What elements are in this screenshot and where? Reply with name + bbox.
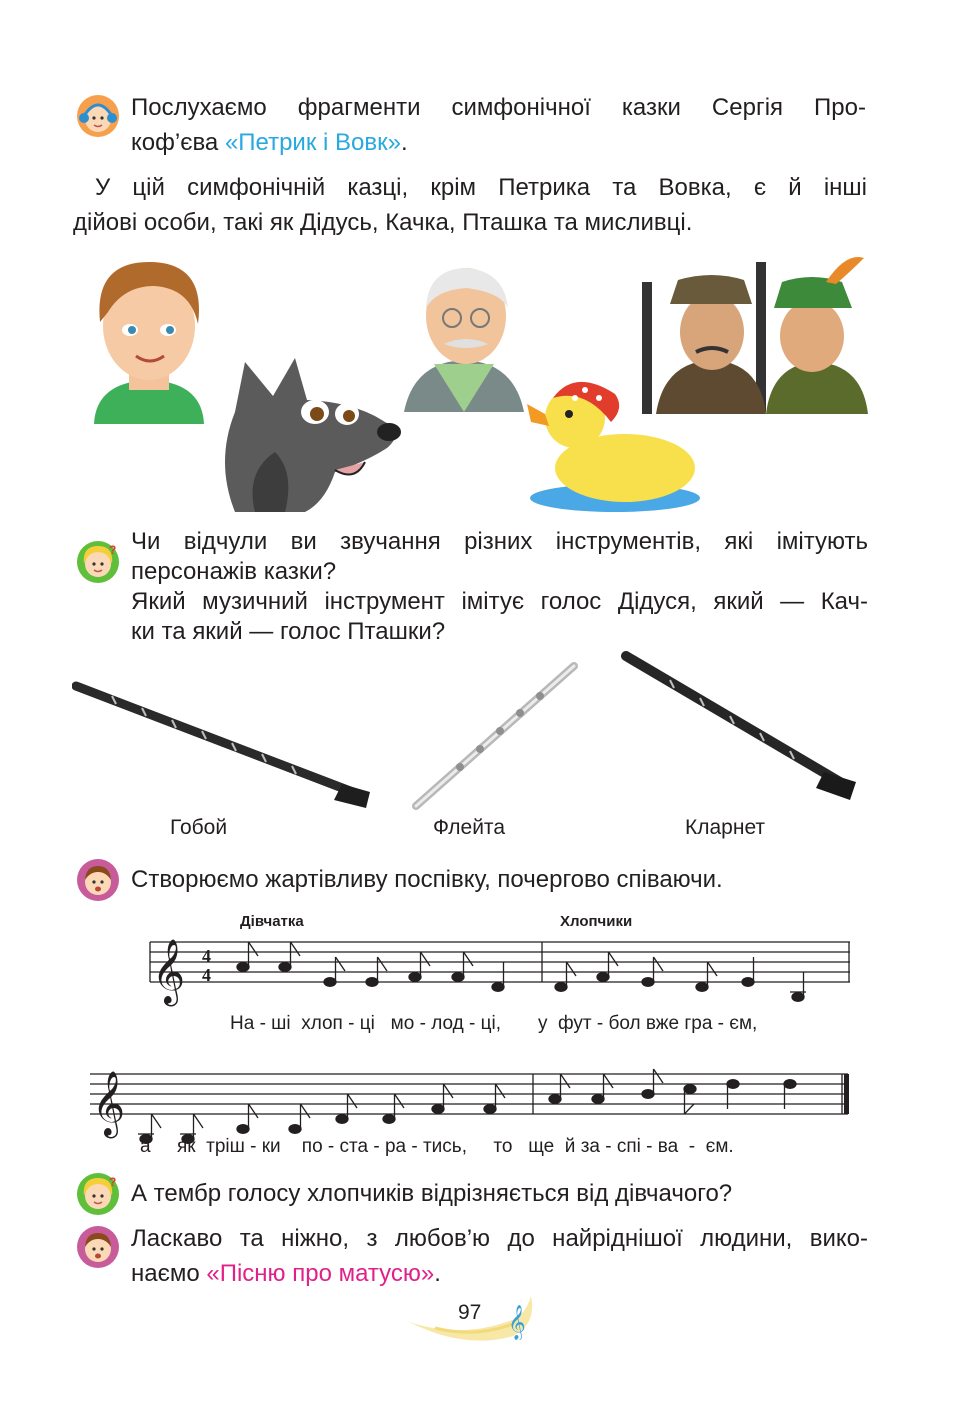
svg-text:4: 4 bbox=[202, 965, 211, 985]
characters-paragraph bbox=[73, 170, 867, 240]
question-line-4: ки та який — голос Пташки? bbox=[131, 618, 446, 645]
instrument-label-oboe: Гобой bbox=[170, 816, 228, 839]
mother-song-line-1: Ласкаво та ніжно, з любов’ю до найріднішої людини, вико- bbox=[131, 1225, 868, 1252]
music-staff-1 bbox=[140, 930, 860, 1010]
song-intro bbox=[131, 862, 871, 897]
hunters-image bbox=[636, 252, 868, 414]
grandpa-image bbox=[404, 252, 524, 412]
singing-boy-icon bbox=[76, 858, 120, 902]
question-line-3: Який музичний інструмент імітує голос Дідуся, який — Кач- bbox=[131, 588, 868, 615]
question-line-1: Чи відчули ви звучання різних інструментів, які імітують bbox=[131, 528, 868, 555]
singing-boy-icon bbox=[76, 1225, 120, 1269]
characters-line-2: дійові особи, такі як Дідусь, Качка, Пташка та мисливці. bbox=[73, 209, 693, 236]
petryk-boy-image bbox=[84, 252, 214, 424]
voice-label-boys: Хлопчики bbox=[560, 913, 633, 930]
music-staff-2 bbox=[80, 1050, 860, 1150]
mother-song-paragraph bbox=[131, 1221, 868, 1291]
question-line-2: персонажів казки? bbox=[131, 558, 337, 585]
intro-line-2: коф’єва «Петрик і Вовк». bbox=[131, 129, 408, 156]
timbre-question bbox=[131, 1176, 871, 1211]
question-paragraph bbox=[131, 527, 868, 647]
story-title: «Петрик і Вовк» bbox=[224, 129, 401, 156]
song-intro-line: Створюємо жартівливу поспівку, почергово співаючи. bbox=[131, 866, 723, 893]
wolf-image bbox=[215, 352, 405, 512]
svg-text:?: ? bbox=[109, 543, 117, 557]
question-girl-icon bbox=[76, 1172, 120, 1216]
page-number: 97 bbox=[458, 1301, 482, 1324]
mother-song-line-2: наємо «Пісню про матусю». bbox=[131, 1260, 441, 1287]
intro-line-1: Послухаємо фрагменти симфонічної казки Сергія Про- bbox=[131, 94, 866, 121]
treble-clef-icon bbox=[508, 1300, 532, 1340]
clarinet-image bbox=[620, 650, 864, 802]
svg-text:?: ? bbox=[109, 1175, 117, 1189]
lyrics-line-2: а як тріш - ки по - ста - ра - тись, то ще й за - спі - ва - єм. bbox=[140, 1136, 734, 1157]
svg-text:𝄞: 𝄞 bbox=[152, 939, 186, 1004]
instrument-label-flute: Флейта bbox=[433, 816, 505, 839]
lyrics-line-1: На - ші хлоп - ці мо - лод - ці, у фут - бол вже гра - єм, bbox=[230, 1013, 758, 1034]
svg-text:𝄞: 𝄞 bbox=[92, 1071, 126, 1136]
voice-label-girls: Дівчатка bbox=[240, 913, 304, 930]
intro-paragraph bbox=[131, 90, 866, 160]
timbre-question-line: А тембр голосу хлопчиків відрізняється від дівчачого? bbox=[131, 1180, 733, 1207]
svg-text:𝄞: 𝄞 bbox=[508, 1305, 526, 1340]
oboe-image bbox=[72, 680, 372, 810]
characters-line-1: У цій симфонічній казці, крім Петрика та Вовка, є й інші bbox=[95, 174, 867, 201]
svg-text:4: 4 bbox=[202, 946, 211, 966]
instrument-label-clarinet: Кларнет bbox=[685, 816, 766, 839]
flute-image bbox=[410, 660, 580, 812]
question-girl-icon bbox=[76, 540, 120, 584]
song-title: «Пісню про матусю» bbox=[206, 1260, 435, 1287]
listening-boy-icon bbox=[76, 94, 120, 138]
